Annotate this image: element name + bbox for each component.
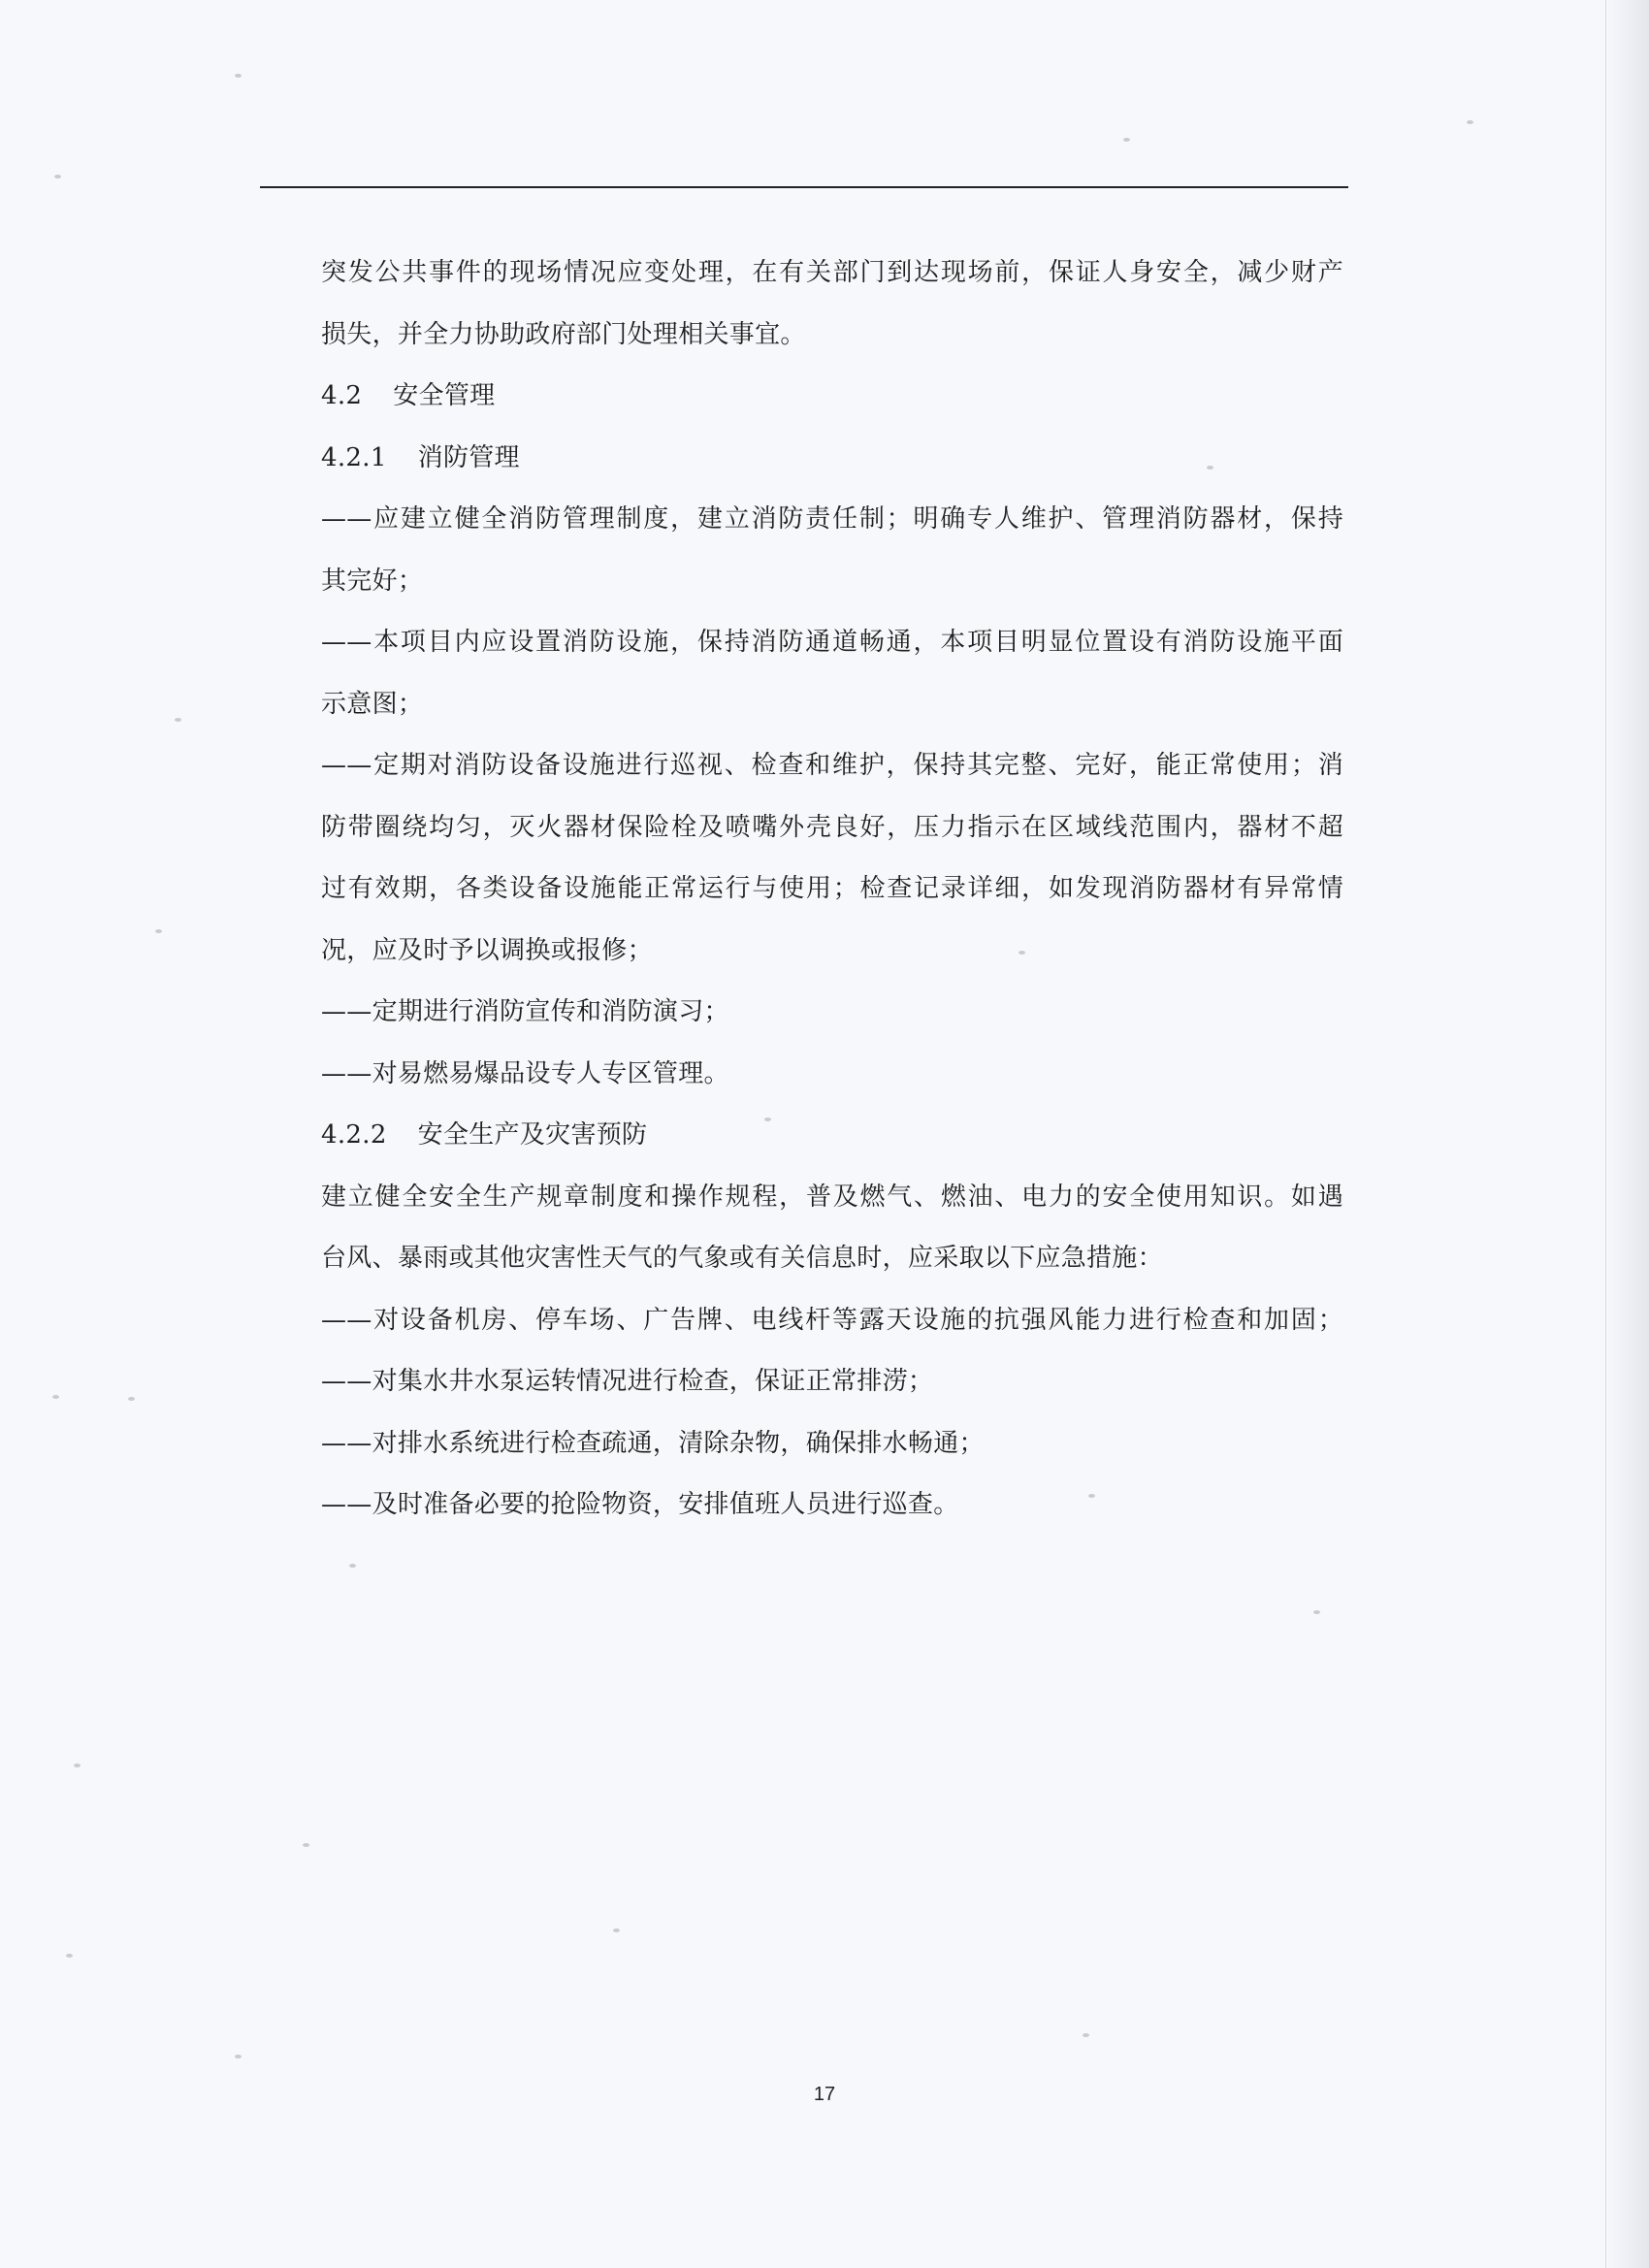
scan-speck: [1313, 1610, 1320, 1614]
scan-speck: [613, 1928, 620, 1932]
page-number: 17: [813, 2084, 836, 2105]
scan-speck: [1467, 120, 1473, 124]
section-number: 4.2.2: [321, 1120, 387, 1150]
body-line: 损失，并全力协助政府部门处理相关事宜。: [321, 319, 806, 349]
scan-speck: [235, 2055, 242, 2058]
body-line: ——及时准备必要的抢险物资，安排值班人员进行巡查。: [321, 1490, 959, 1519]
section-title: 安全管理: [393, 381, 496, 410]
section-heading-4-2: [321, 366, 1343, 428]
body-line: 建立健全安全生产规章制度和操作规程，普及燃气、燃油、电力的安全使用知识。如遇: [321, 1182, 1343, 1212]
scan-speck: [175, 718, 181, 722]
scan-speck: [1123, 138, 1130, 142]
scan-speck: [1083, 2033, 1089, 2037]
body-line: 况，应及时予以调换或报修；: [321, 935, 653, 965]
body-line: 过有效期，各类设备设施能正常运行与使用；检查记录详细，如发现消防器材有异常情: [321, 874, 1343, 903]
scan-edge-shadow: [1606, 0, 1649, 2268]
document-body: [321, 243, 1343, 1537]
section-heading-4-2-1: [321, 428, 1343, 490]
body-line: ——定期进行消防宣传和消防演习；: [321, 997, 729, 1026]
section-title: 安全生产及灾害预防: [417, 1120, 648, 1150]
body-line: ——对易燃易爆品设专人专区管理。: [321, 1058, 729, 1088]
section-title: 消防管理: [417, 442, 520, 472]
body-line: 其完好；: [321, 566, 424, 596]
body-line: 台风、暴雨或其他灾害性天气的气象或有关信息时，应采取以下应急措施：: [321, 1244, 1163, 1273]
scan-speck: [74, 1764, 81, 1767]
body-line: ——对设备机房、停车场、广告牌、电线杆等露天设施的抗强风能力进行检查和加固；: [321, 1305, 1343, 1335]
section-number: 4.2.1: [321, 442, 387, 472]
scan-speck: [54, 175, 61, 178]
body-line: ——对集水井水泵运转情况进行检查，保证正常排涝；: [321, 1367, 934, 1396]
body-line: ——本项目内应设置消防设施，保持消防通道畅通，本项目明显位置设有消防设施平面: [321, 628, 1343, 657]
body-line: 防带圈绕均匀，灭火器材保险栓及喷嘴外壳良好，压力指示在区域线范围内，器材不超: [321, 812, 1343, 842]
scan-speck: [128, 1397, 135, 1401]
body-line: ——对排水系统进行检查疏通，清除杂物，确保排水畅通；: [321, 1428, 985, 1458]
section-number: 4.2: [321, 381, 363, 410]
scan-speck: [235, 74, 242, 78]
scan-speck: [155, 929, 162, 933]
body-line: 突发公共事件的现场情况应变处理，在有关部门到达现场前，保证人身安全，减少财产: [321, 258, 1343, 287]
body-line: 示意图；: [321, 689, 424, 719]
body-line: ——应建立健全消防管理制度，建立消防责任制；明确专人维护、管理消防器材，保持: [321, 504, 1343, 534]
body-line: ——定期对消防设备设施进行巡视、检查和维护，保持其完整、完好，能正常使用；消: [321, 751, 1343, 780]
scan-speck: [52, 1395, 59, 1399]
header-rule: [260, 186, 1348, 188]
scan-speck: [303, 1843, 309, 1847]
section-heading-4-2-2: [321, 1105, 1343, 1167]
scan-speck: [66, 1954, 73, 1958]
scan-speck: [349, 1564, 356, 1568]
